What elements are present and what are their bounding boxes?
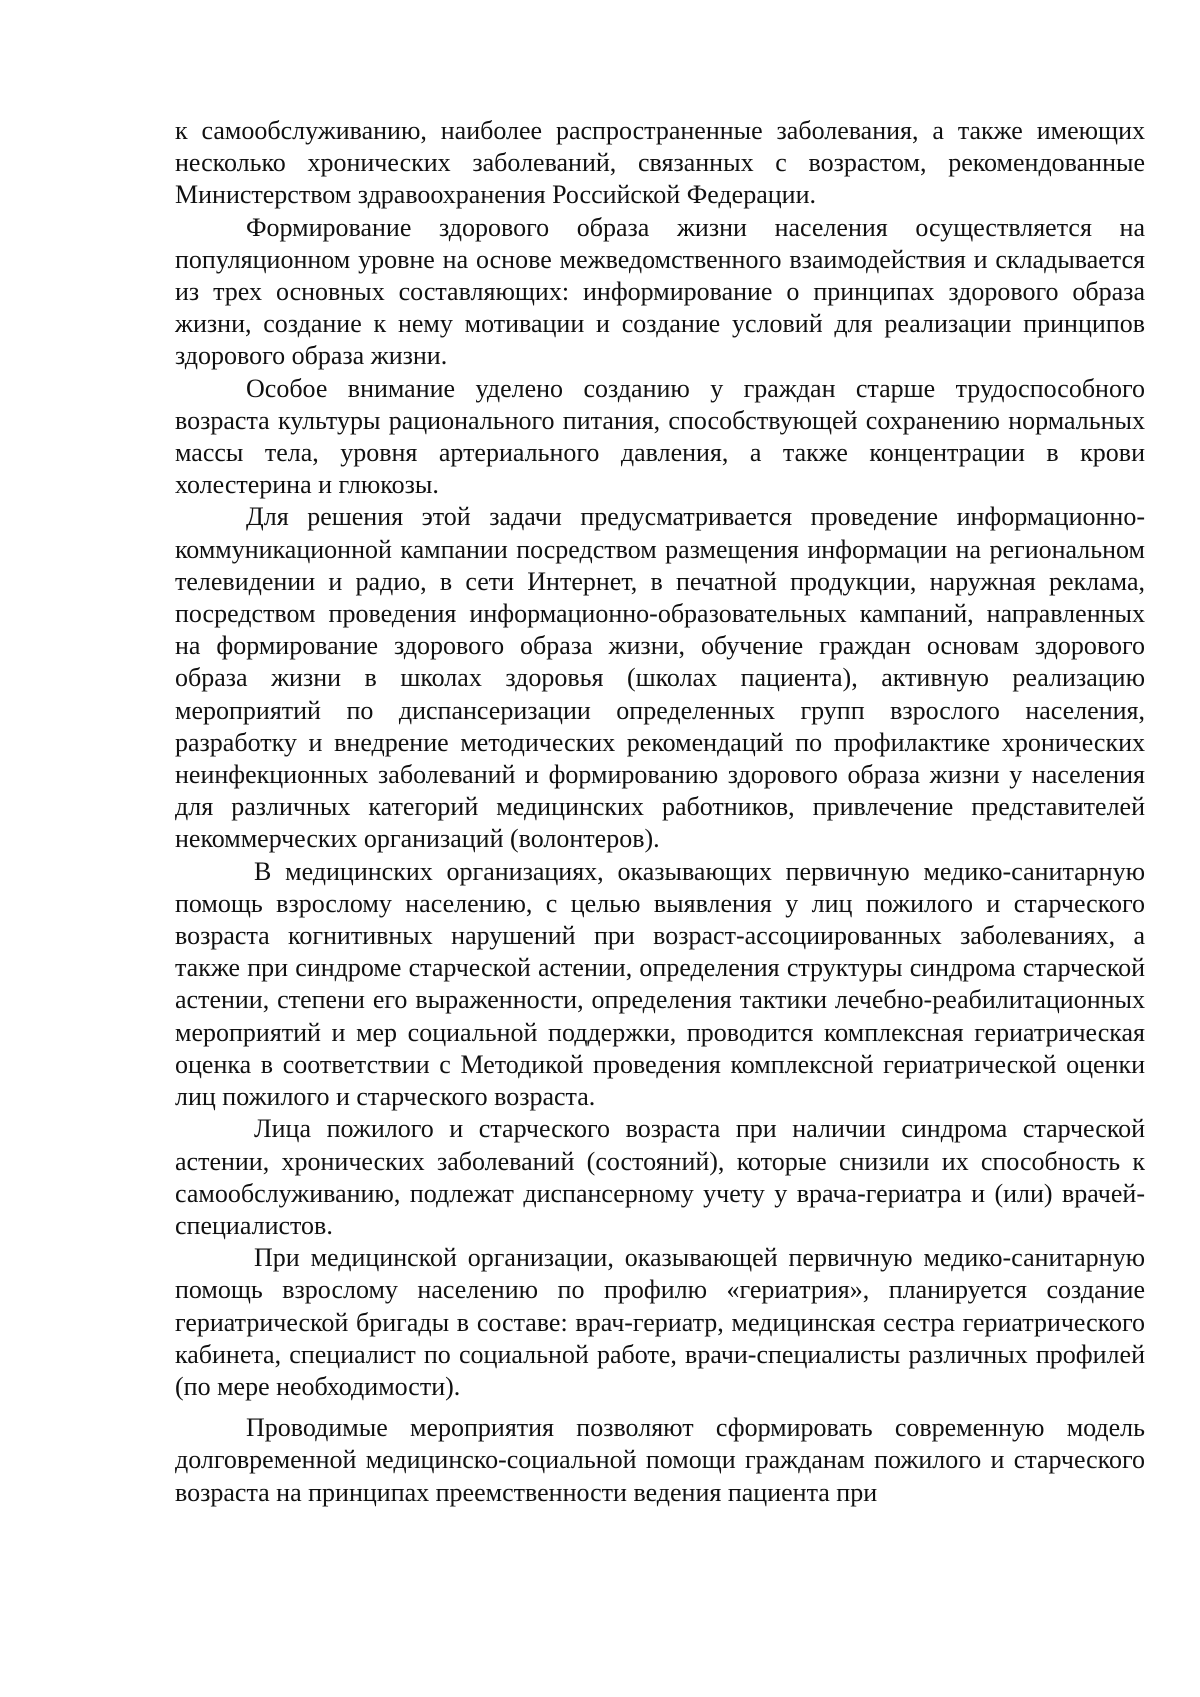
- paragraph-nutrition: Особое внимание уделено созданию у граждан старше трудоспособного возраста культуры рационального питания, способствующей сохранению нормальных массы тела, уровня артериального давления, а также концентрации в крови холестерина и глюкозы.: [175, 373, 1145, 500]
- paragraph-geriatric-team: При медицинской организации, оказывающей первичную медико-санитарную помощь взрослому населению по профилю «гериатрия», планируется создание гериатрической бригады в составе: врач-гериатр, медицинская сестра гериатрического кабинета, специалист по социальной работе, врачи-специалисты различных профилей (по мере необходимости).: [175, 1243, 1145, 1401]
- paragraph-long-term-care: Проводимые мероприятия позволяют сформировать современную модель долговременной медицинско-социальной помощи гражданам пожилого и старческого возраста на принципах преемственности ведения пациента при: [175, 1413, 1145, 1507]
- paragraph-continuation: к самообслуживанию, наиболее распространенные заболевания, а также имеющих несколько хронических заболеваний, связанных с возрастом, рекомендованные Министерством здравоохранения Российской Федерации.: [175, 116, 1145, 210]
- paragraph-healthy-lifestyle: Формирование здорового образа жизни населения осуществляется на популяционном уровне на основе межведомственного взаимодействия и складывается из трех основных составляющих: информирование о принципах здорового образа жизни, создание к нему мотивации и создание условий для реализации принципов здорового образа жизни.: [175, 212, 1145, 371]
- document-body: [175, 115, 1145, 1509]
- paragraph-geriatric-assessment: В медицинских организациях, оказывающих первичную медико-санитарную помощь взрослому населению, с целью выявления у лиц пожилого и старческого возраста когнитивных нарушений при возраст-ассоциированных заболеваниях, а также при синдроме старческой астении, определения структуры синдрома старческой астении, степени его выраженности, определения тактики лечебно-реабилитационных мероприятий и мер социальной поддержки, проводится комплексная гериатрическая оценка в соответствии с Методикой проведения комплексной гериатрической оценки лиц пожилого и старческого возраста.: [175, 856, 1145, 1112]
- paragraph-dispensary-registration: Лица пожилого и старческого возраста при наличии синдрома старческой астении, хронических заболеваний (состояний), которые снизили их способность к самообслуживанию, подлежат диспансерному учету у врача-гериатра и (или) врачей-специалистов.: [175, 1114, 1145, 1240]
- paragraph-information-campaign: Для решения этой задачи предусматривается проведение информационно-коммуникационной кампании посредством размещения информации на региональном телевидении и радио, в сети Интернет, в печатной продукции, наружная реклама, посредством проведения информационно-образовательных кампаний, направленных на формирование здорового образа жизни, обучение граждан основам здорового образа жизни в школах здоровья (школах пациента), активную реализацию мероприятий по диспансеризации определенных групп взрослого населения, разработку и внедрение методических рекомендаций по профилактике хронических неинфекционных заболеваний и формированию здорового образа жизни у населения для различных категорий медицинских работников, привлечение представителей некоммерческих организаций (волонтеров).: [175, 502, 1145, 854]
